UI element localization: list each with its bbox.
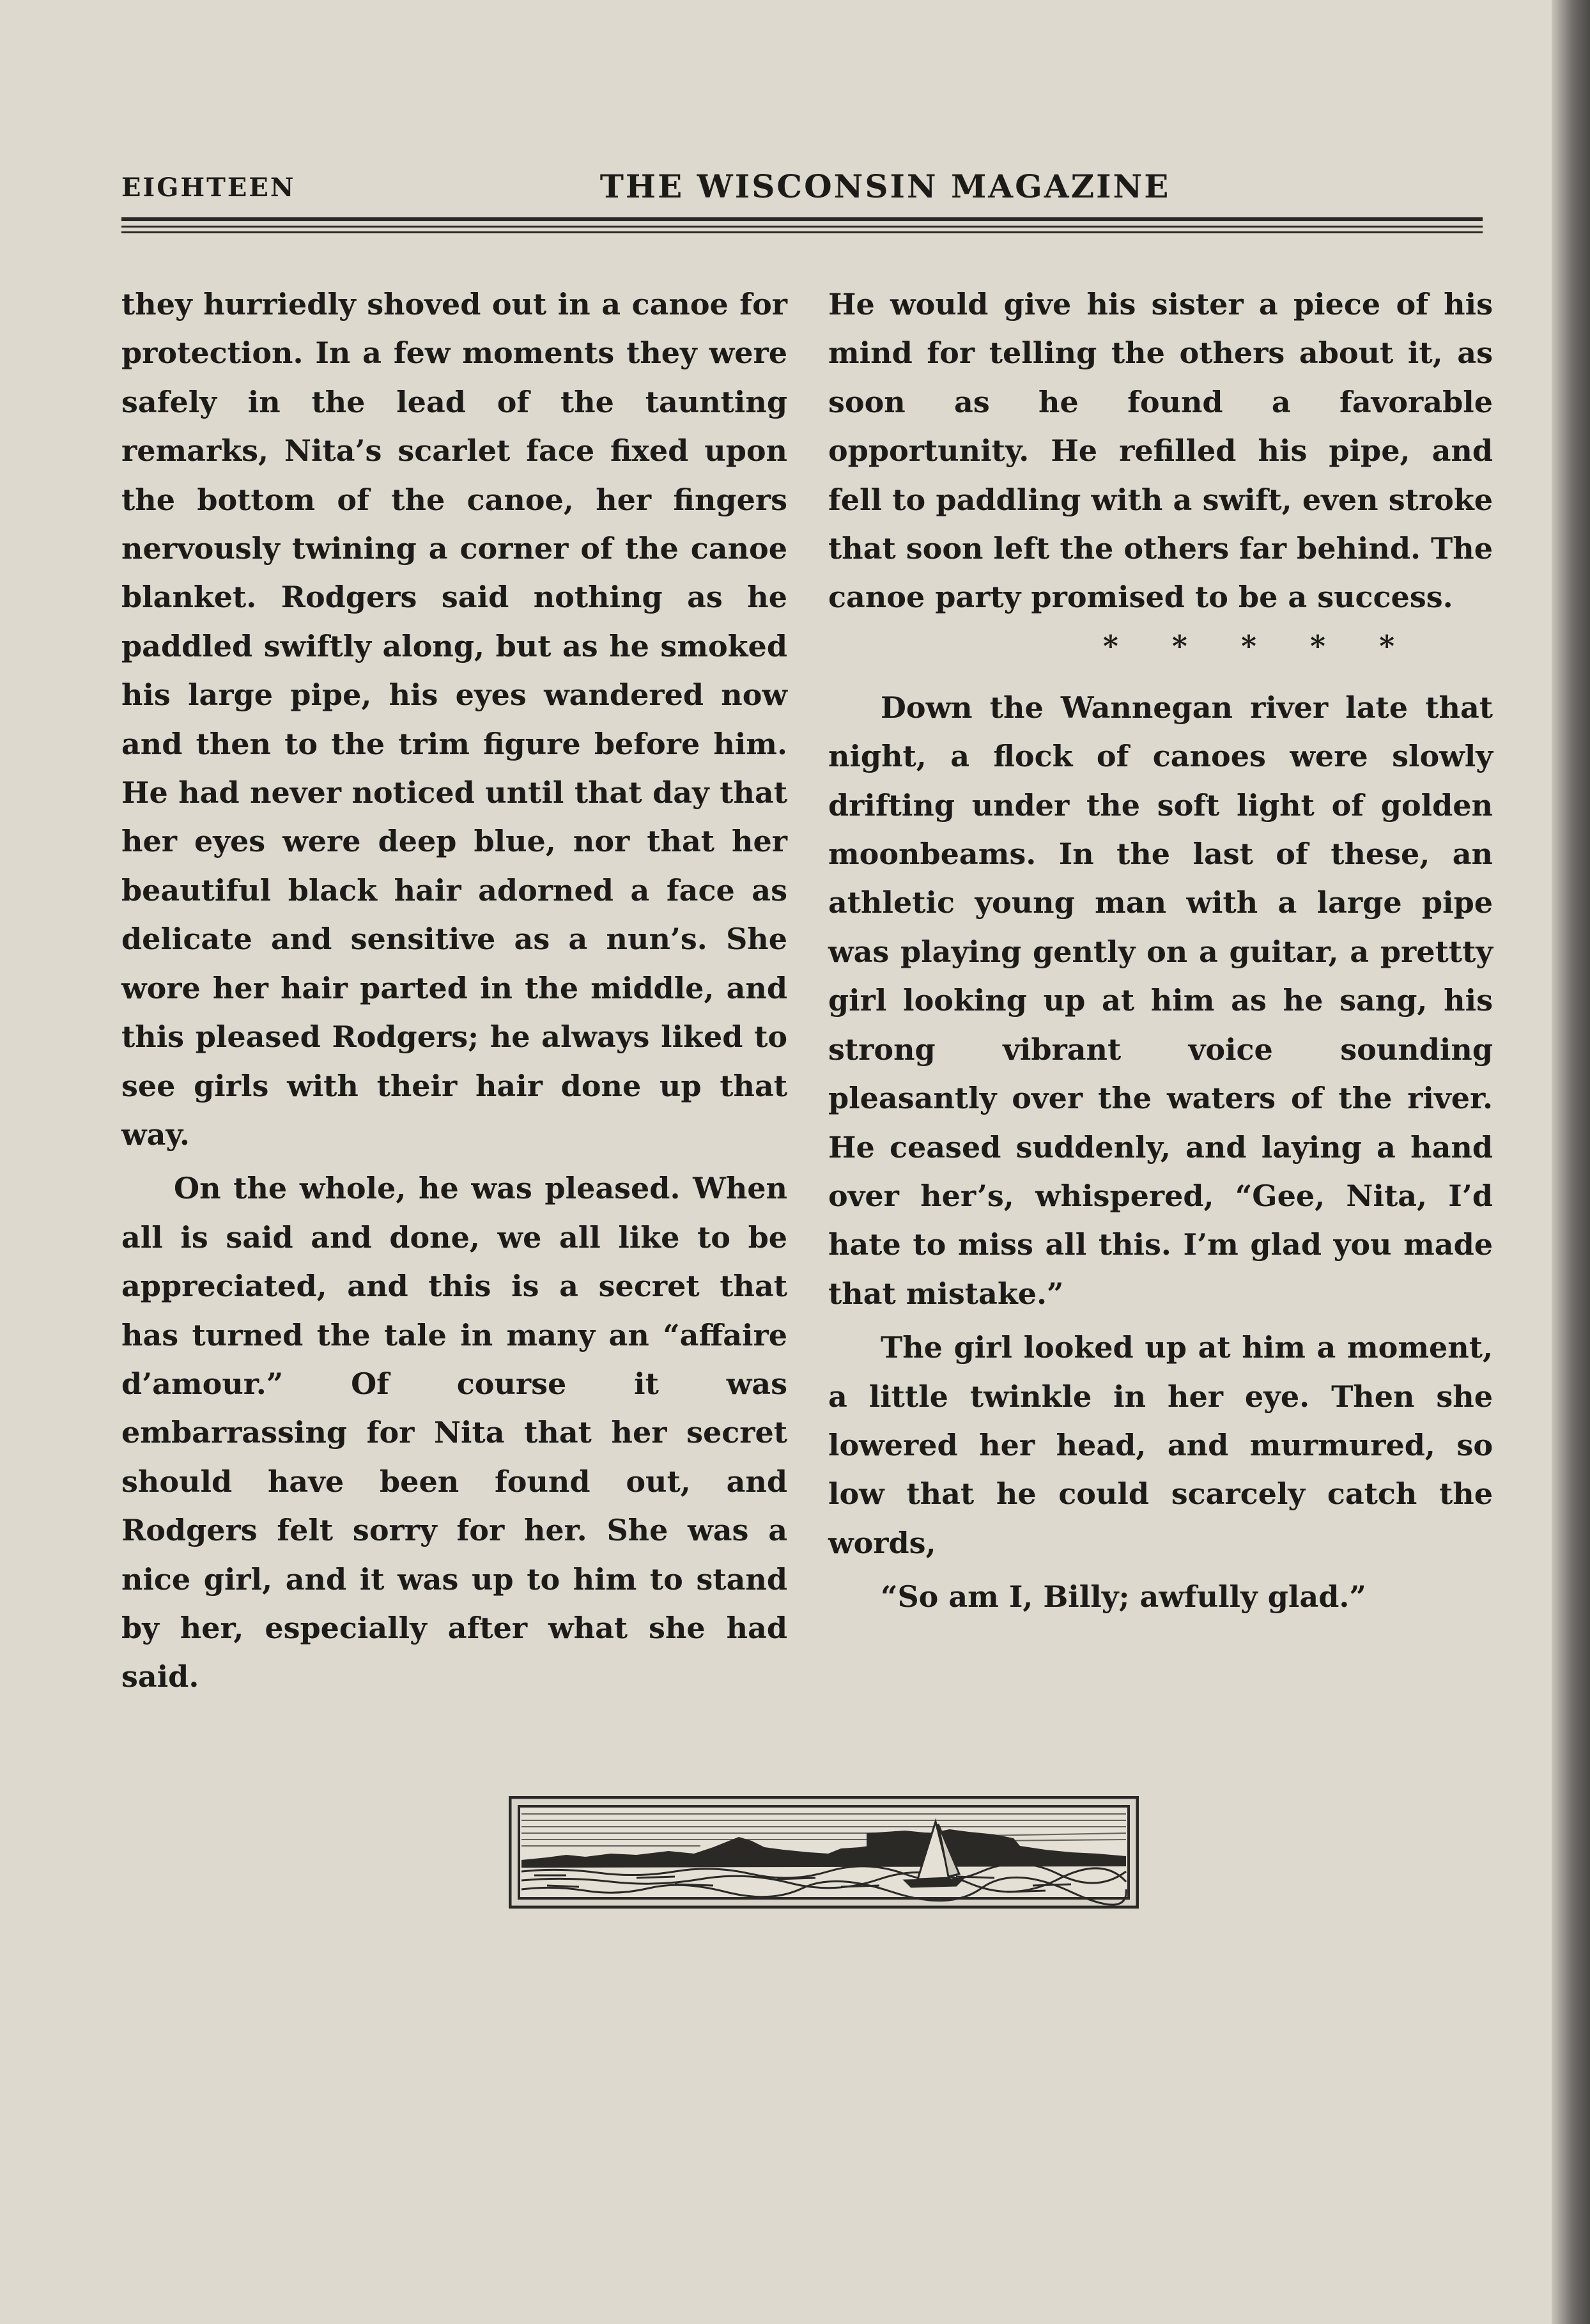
paragraph: The girl looked up at him a moment, a little twinkle in her eye. Then she lowered her head, and murmured, so low that he could scarcely catch the words, [828, 1330, 1493, 1560]
page-number: EIGHTEEN [121, 173, 296, 203]
right-column [828, 280, 1493, 1622]
paragraph: On the whole, he was pleased. When all is said and done, we all like to be appreciated, and this is a secret that has turned the tale in many an “affaire d’amour.” Of course it was embarrassing for Nita that her secret should have been found out, and Rodgers felt sorry for her. She was a nice girl, and it was up to him to stand by her, especially after what she had said. [121, 1171, 787, 1694]
header-rule-thin [121, 226, 1483, 228]
paragraph: He would give his sister a piece of his mind for telling the others about it, as soon as he found a favorable opportunity. He refilled his pipe, and fell to paddling with a swift, even stroke that soon left the others far behind. The canoe party promised to be a success. [828, 287, 1493, 615]
paragraph: “So am I, Billy; awfully glad.” [881, 1579, 1366, 1615]
paragraph: Down the Wannegan river late that night, a flock of canoes were slowly drifting under the soft light of golden moonbeams. In the last of these, an athletic young man with a large pipe was playing gently on a guitar, a prettty girl looking up at him as he sang, his strong vibrant voice sounding pleasantly over the waters of the river. He ceased suddenly, and laying a hand over her’s, whispered, “Gee, Nita, I’d hate to miss all this. I’m glad you made that mistake.” [828, 690, 1493, 1311]
page-edge-shadow [1552, 0, 1590, 2324]
paragraph: they hurriedly shoved out in a canoe for protection. In a few moments they were safely in the lead of the taunting remarks, Nita’s scarlet face fixed upon the bottom of the canoe, her fingers nervously twining a corner of the canoe blanket. Rodgers said nothing as he paddled swiftly along, but as he smoked his large pipe, his eyes wandered now and then to the trim figure before him. He had never noticed until that day that her eyes were deep blue, nor that her beautiful black hair adorned a face as delicate and sensitive as a nun’s. She wore her hair parted in the middle, and this pleased Rodgers; he always liked to see girls with their hair done up that way. [121, 287, 787, 1152]
header-rule-thin-lower [121, 231, 1483, 233]
header-rule-thick [121, 217, 1483, 221]
magazine-title: THE WISCONSIN MAGAZINE [599, 167, 1171, 205]
left-column [121, 280, 787, 1701]
page-header [121, 167, 1483, 206]
section-break: * * * * * [1102, 628, 1417, 663]
lake-sailboat-vignette-icon [509, 1796, 1139, 1909]
